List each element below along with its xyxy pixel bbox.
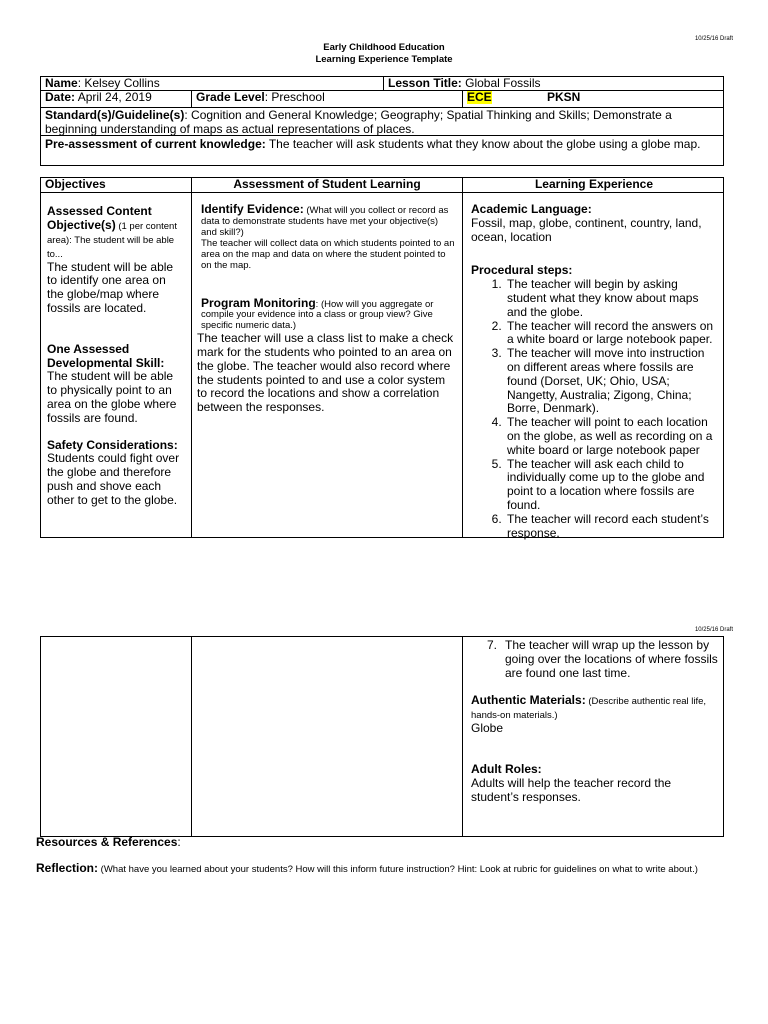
draft-note: 10/25/16 Draft bbox=[694, 36, 733, 42]
adult-roles-label: Adult Roles: bbox=[471, 762, 542, 777]
program-pksn: PKSN bbox=[547, 91, 581, 104]
safety-label: Safety Considerations: bbox=[47, 437, 178, 452]
column-header-assessment: Assessment of Student Learning bbox=[233, 178, 421, 191]
draft-note-page2: 10/25/16 Draft bbox=[694, 627, 733, 633]
lesson-title-value: Global Fossils bbox=[461, 77, 541, 90]
evidence-text: The teacher will collect data on which students pointed to an area on the map and data on where the student pointed to on the map. bbox=[201, 237, 455, 271]
document-title: Early Childhood Education bbox=[323, 42, 445, 53]
adult-roles-text: Adults will help the teacher record the student’s responses. bbox=[471, 775, 672, 804]
content-objective-note: (1 per content area): The student will be able to... bbox=[47, 220, 177, 260]
resources-field bbox=[36, 836, 181, 850]
column-header-objectives: Objectives bbox=[45, 178, 106, 191]
standards-field bbox=[41, 109, 723, 137]
date-field bbox=[41, 91, 191, 105]
materials-label: Authentic Materials: bbox=[471, 693, 586, 708]
procedural-steps-list bbox=[505, 278, 719, 540]
standards-value: : Cognition and General Knowledge; Geography; Spatial Thinking and Skills; Demonstrate a beginning understanding of maps as actual representations of places. bbox=[45, 109, 672, 136]
procedural-step: 6. The teacher will record each student’s response. bbox=[505, 513, 719, 541]
academic-language-label: Academic Language: bbox=[471, 203, 592, 216]
reflection-note: (What have you learned about your students? How will this inform future instruction? Hint: Look at rubric for guidelines on what to write about.) bbox=[98, 864, 698, 875]
resources-colon: : bbox=[177, 835, 181, 849]
program-ece: ECE bbox=[467, 91, 492, 104]
procedural-step: 3. The teacher will move into instruction on different areas where fossils are found (Dorset, UK; Ohio, USA; Nangetty, Australia; Zigong, China; Borre, Denmark). bbox=[505, 347, 719, 416]
date-value: April 24, 2019 bbox=[75, 91, 152, 104]
grade-field bbox=[192, 91, 462, 105]
monitoring-text: The teacher will use a class list to make a check mark for the students who pointed to an area on the globe. The teacher would also record where the students pointed to and use a color system to record the locations and show a correlation between the responses. bbox=[197, 331, 454, 415]
lesson-title-field bbox=[384, 77, 724, 91]
content-objective-label: Assessed Content Objective(s) bbox=[47, 205, 152, 232]
preassessment-field bbox=[41, 138, 723, 152]
date-label: Date: bbox=[45, 91, 76, 104]
column-header-experience: Learning Experience bbox=[534, 178, 654, 191]
name-label: Name bbox=[45, 77, 78, 90]
step-number: 7. bbox=[487, 639, 498, 652]
preassessment-value: The teacher will ask students what they know about the globe using a globe map. bbox=[265, 138, 701, 151]
procedural-steps-label: Procedural steps: bbox=[471, 263, 573, 278]
grade-value: : Preschool bbox=[264, 91, 325, 104]
developmental-skill-text: The student will be able to physically point to an area on the globe where fossils are found. bbox=[47, 369, 177, 425]
procedural-step: 2. The teacher will record the answers on a white board or large notebook paper. bbox=[505, 320, 719, 348]
safety-text: Students could fight over the globe and therefore push and shove each other to get to the globe. bbox=[47, 451, 180, 507]
standards-label: Standard(s)/Guideline(s) bbox=[45, 109, 185, 122]
monitoring-label: Program Monitoring bbox=[201, 295, 316, 310]
preassessment-label: Pre-assessment of current knowledge: bbox=[45, 138, 266, 151]
reflection-field bbox=[36, 862, 736, 876]
reflection-label: Reflection: bbox=[36, 861, 99, 875]
header-table bbox=[40, 76, 724, 166]
evidence-note: (What will you collect or record as data to demonstrate students have met your objective(s) and skill?) bbox=[201, 205, 449, 238]
procedural-step: 4. The teacher will point to each location on the globe, as well as recording on a white board or large notebook paper bbox=[505, 416, 719, 457]
plan-table-continued bbox=[40, 636, 724, 837]
lesson-title-label: Lesson Title: bbox=[388, 77, 462, 90]
program-field bbox=[463, 91, 723, 105]
procedural-step: 1. The teacher will begin by asking student what they know about maps and the globe. bbox=[505, 278, 719, 319]
step-text: The teacher will wrap up the lesson by going over the locations of where fossils are found one last time. bbox=[505, 639, 718, 680]
developmental-skill-label: One Assessed Developmental Skill: bbox=[47, 341, 165, 370]
plan-table bbox=[40, 177, 724, 538]
assessment-cell bbox=[197, 203, 460, 415]
resources-label: Resources & References bbox=[36, 835, 178, 849]
academic-language-text: Fossil, map, globe, continent, country, land, ocean, location bbox=[471, 215, 702, 244]
objectives-cell bbox=[43, 205, 189, 508]
name-field bbox=[41, 77, 383, 91]
materials-text: Globe bbox=[471, 721, 504, 736]
name-value: : Kelsey Collins bbox=[77, 77, 160, 90]
experience-cell-continued bbox=[467, 639, 723, 804]
procedural-step bbox=[471, 639, 719, 680]
materials-note: (Describe authentic real life, hands-on materials.) bbox=[471, 696, 707, 722]
evidence-label: Identify Evidence: bbox=[201, 203, 304, 216]
monitoring-note: : (How will you aggregate or compile your evidence into a class or group view? Give specific numeric data.) bbox=[201, 298, 434, 332]
procedural-step: 5. The teacher will ask each child to individually come up to the globe and point to a location where fossils are found. bbox=[505, 458, 719, 513]
experience-cell bbox=[467, 203, 723, 540]
document-subtitle: Learning Experience Template bbox=[315, 54, 453, 65]
content-objective-text: The student will be able to identify one area on the globe/map where fossils are located. bbox=[47, 259, 174, 315]
grade-label: Grade Level bbox=[196, 91, 265, 104]
